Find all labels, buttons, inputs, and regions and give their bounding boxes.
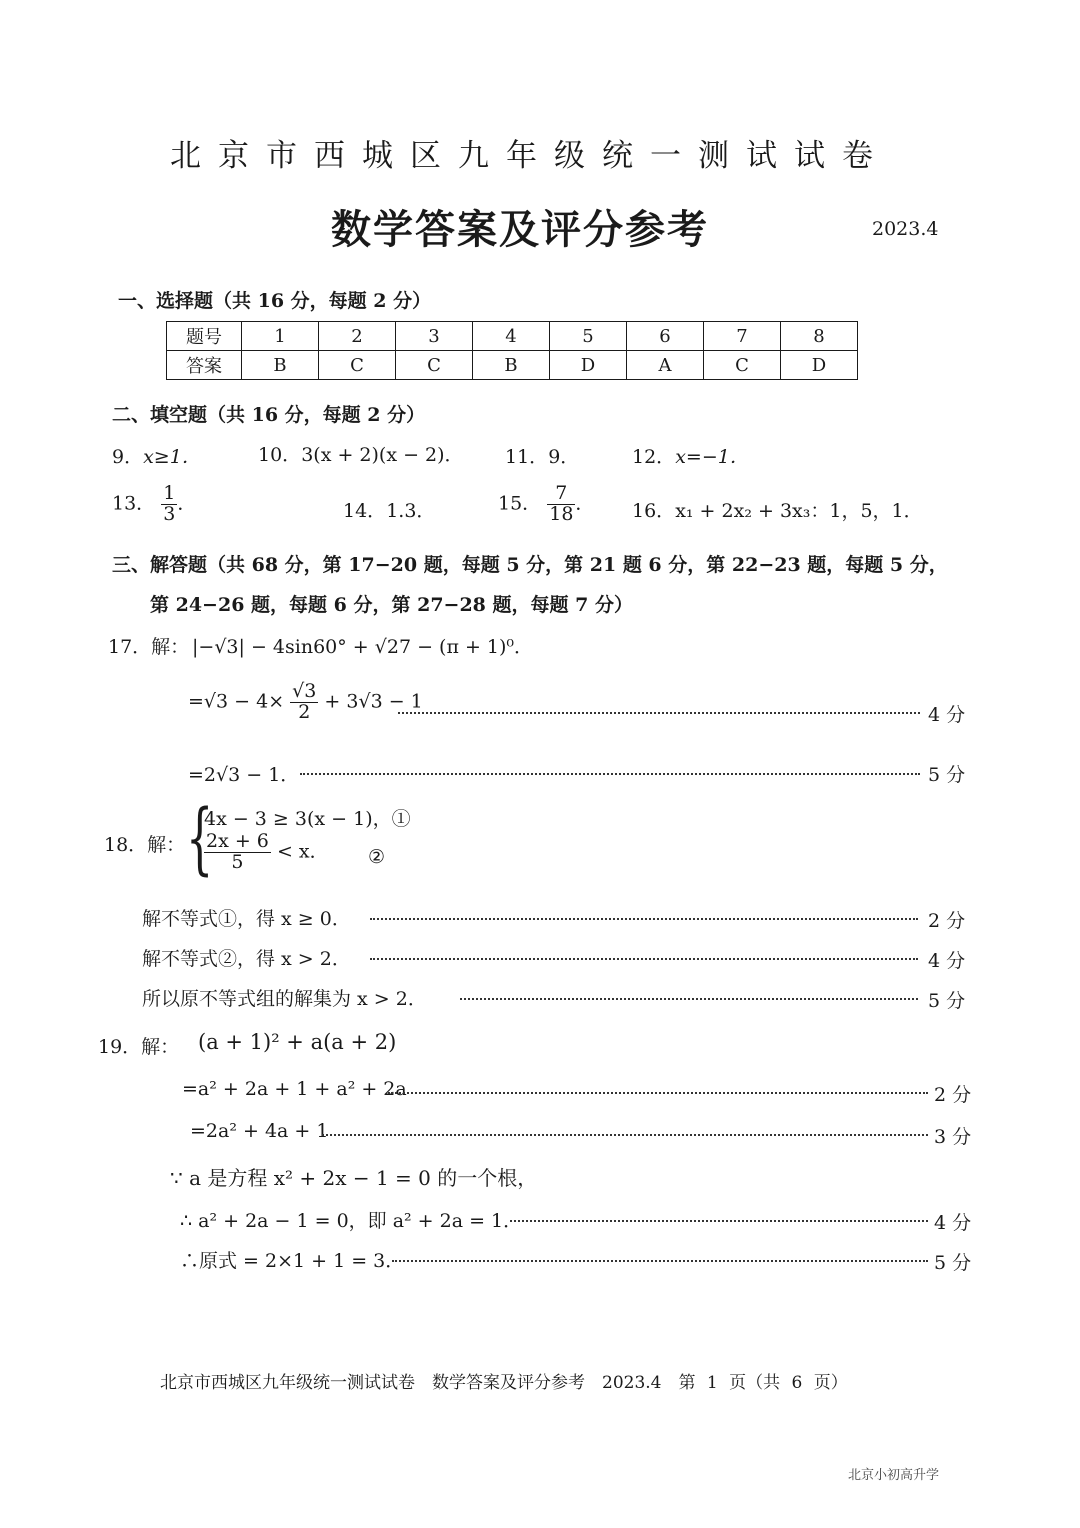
numerator: 2x + 6 <box>206 830 269 852</box>
table-cell: D <box>781 351 858 380</box>
table-cell: 7 <box>704 322 781 351</box>
question-number: 14． <box>343 500 387 522</box>
page-footer: 北京市西城区九年级统一测试试卷 数学答案及评分参考 2023.4 第 1 页（共 6 页） <box>160 1373 848 1393</box>
numerator: 1 <box>163 482 176 504</box>
answer-key-title: 数学答案及评分参考 <box>331 206 709 253</box>
row-label-answer: 答案 <box>167 351 242 380</box>
denominator: 3 <box>163 502 176 525</box>
q17-step2: =2√3 − 1． <box>188 764 300 786</box>
dot-leader <box>370 958 918 960</box>
question-number: 11． <box>505 446 549 468</box>
watermark: 北京小初高升学 <box>848 1468 940 1483</box>
q19-step5: ∴原式 = 2×1 + 1 = 3． <box>180 1250 405 1272</box>
answer-table-row-answers <box>167 351 858 380</box>
dot-leader <box>510 1220 928 1222</box>
denominator: 2 <box>298 700 311 723</box>
score-label: 5 分 <box>928 990 966 1012</box>
answer-13: 13． $\frac{1}{3}$ ． <box>112 482 197 525</box>
question-number: 9． <box>112 446 144 468</box>
section3-heading-line2: 第 24−26 题，每题 6 分，第 27−28 题，每题 7 分） <box>150 594 633 616</box>
dot-leader <box>322 1134 928 1136</box>
fraction <box>161 484 177 525</box>
section2-heading: 二、填空题（共 16 分，每题 2 分） <box>112 404 426 426</box>
left-brace: { <box>186 794 214 884</box>
q17-step1 <box>188 682 423 723</box>
q17-label: 17．解： <box>108 636 190 658</box>
score-label: 4 分 <box>928 704 966 726</box>
answer-15: 15． $\frac{7}{18}$ ． <box>498 482 595 525</box>
answer-14 <box>343 496 435 523</box>
table-cell: 2 <box>319 322 396 351</box>
score-label: 4 分 <box>928 950 966 972</box>
section3-heading-line1: 三、解答题（共 68 分，第 17−20 题，每题 5 分，第 21 题 6 分，第 22−23 题，每题 5 分， <box>112 554 948 576</box>
numerator: √3 <box>292 680 317 702</box>
answer-text: x≥1． <box>143 446 201 468</box>
question-number: 16． <box>632 500 676 522</box>
row-label-question: 题号 <box>167 322 242 351</box>
q18-label: 18．解： <box>104 834 186 856</box>
fraction <box>547 484 575 525</box>
question-number: 15． <box>498 492 542 515</box>
table-cell: 8 <box>781 322 858 351</box>
q19-label: 19．解： <box>98 1036 180 1058</box>
fraction <box>290 682 318 723</box>
score-label: 4 分 <box>934 1212 972 1234</box>
section1-heading: 一、选择题（共 16 分，每题 2 分） <box>118 290 432 312</box>
table-cell: D <box>550 351 627 380</box>
table-cell: 6 <box>627 322 704 351</box>
circled-2: ② <box>368 846 386 868</box>
table-cell: C <box>704 351 781 380</box>
dot-leader <box>392 1260 928 1262</box>
denominator: 18 <box>549 502 574 525</box>
answer-table-row-numbers <box>167 322 858 351</box>
q18-inequality-1: 4x − 3 ≥ 3(x − 1)，① <box>204 808 411 830</box>
answer-16 <box>632 496 923 523</box>
table-cell: B <box>473 351 550 380</box>
score-label: 5 分 <box>934 1252 972 1274</box>
q18-inequality-2 <box>204 832 329 873</box>
dot-leader <box>388 1092 928 1094</box>
denominator: 5 <box>231 850 244 873</box>
table-cell: A <box>627 351 704 380</box>
question-number: 10． <box>258 444 302 466</box>
answer-table <box>166 321 858 380</box>
score-label: 5 分 <box>928 764 966 786</box>
table-cell: 3 <box>396 322 473 351</box>
table-cell: C <box>319 351 396 380</box>
answer-text: 3(x + 2)(x − 2)． <box>301 444 464 466</box>
numerator: 7 <box>547 484 575 505</box>
q18-line1: 解不等式①，得 x ≥ 0． <box>142 908 351 930</box>
q18-line2: 解不等式②，得 x > 2． <box>142 948 351 970</box>
question-number: 12． <box>632 446 676 468</box>
table-cell: C <box>396 351 473 380</box>
table-cell: 5 <box>550 322 627 351</box>
answer-10 <box>258 440 464 467</box>
step-text: =√3 − 4× <box>188 690 285 713</box>
dot-leader <box>370 918 918 920</box>
answer-12 <box>632 442 749 469</box>
exam-title: 北京市西城区九年级统一测试试卷 <box>170 138 890 174</box>
table-cell: 1 <box>242 322 319 351</box>
q19-step1: =a² + 2a + 1 + a² + 2a <box>182 1078 407 1100</box>
fraction <box>204 832 271 873</box>
q17-expression: |−√3| − 4sin60° + √27 − (π + 1)⁰． <box>192 636 534 658</box>
answer-text: 1.3． <box>386 500 436 522</box>
answer-9 <box>112 442 201 469</box>
inequality-rest: < x． <box>276 840 329 863</box>
dot-leader <box>398 712 920 714</box>
dot-leader <box>300 773 920 775</box>
score-label: 2 分 <box>928 910 966 932</box>
table-cell: B <box>242 351 319 380</box>
score-label: 3 分 <box>934 1126 972 1148</box>
answer-text: x₁ + 2x₂ + 3x₃：1，5，1． <box>675 500 923 522</box>
question-number: 13． <box>112 492 156 515</box>
dot-leader <box>460 998 918 1000</box>
q19-expression: (a + 1)² + a(a + 2) <box>198 1030 397 1054</box>
answer-text: 9． <box>548 446 580 468</box>
answer-11 <box>505 442 579 469</box>
answer-text: x=−1． <box>675 446 749 468</box>
q18-line3: 所以原不等式组的解集为 x > 2． <box>142 988 427 1010</box>
table-cell: 4 <box>473 322 550 351</box>
q19-step2: =2a² + 4a + 1 <box>190 1120 329 1142</box>
exam-date: 2023.4 <box>872 218 939 240</box>
q19-step3: ∵ a 是方程 x² + 2x − 1 = 0 的一个根， <box>170 1166 538 1190</box>
q19-step4: ∴ a² + 2a − 1 = 0，即 a² + 2a = 1． <box>180 1210 523 1232</box>
score-label: 2 分 <box>934 1084 972 1106</box>
step-text: + 3√3 − 1 <box>324 690 423 713</box>
